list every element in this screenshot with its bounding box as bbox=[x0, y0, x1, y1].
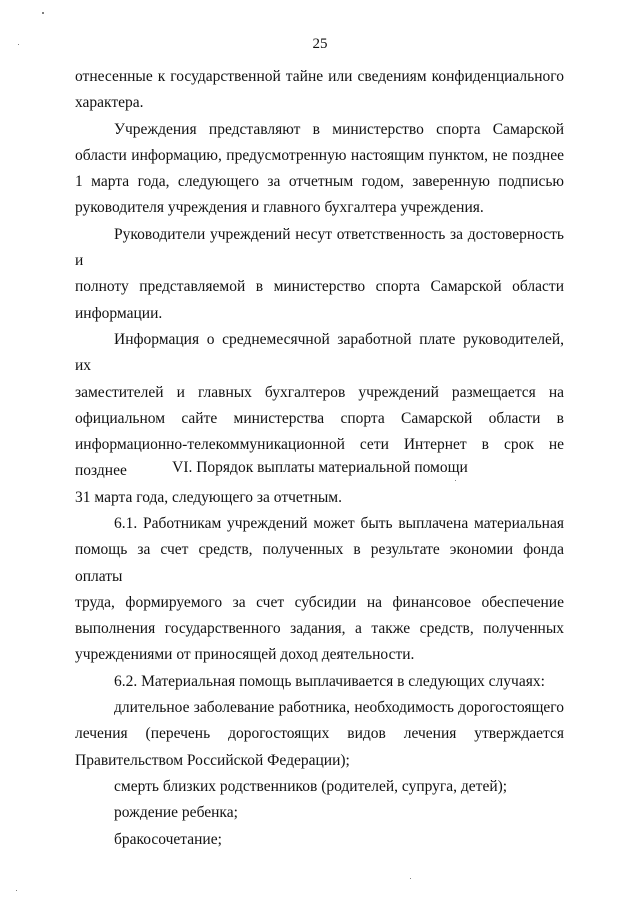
text-line: полноту представляемой в министерство спорта Самарской области bbox=[75, 278, 564, 296]
text-line: 6.2. Материальная помощь выплачивается в следующих случаях: bbox=[114, 672, 545, 690]
text-line: длительное заболевание работника, необходимость дорогостоящего bbox=[114, 699, 564, 717]
body-text-section-2 bbox=[75, 511, 564, 853]
text-line: помощь за счет средств, полученных в результате экономии фонда оплаты bbox=[75, 541, 564, 585]
text-line: информации. bbox=[75, 304, 163, 322]
text-line: Учреждения представляют в министерство спорта Самарской bbox=[114, 120, 564, 138]
text-line: 6.1. Работникам учреждений может быть выплачена материальная bbox=[114, 515, 564, 532]
text-line: труда, формируемого за счет субсидии на финансовое обеспечение bbox=[75, 593, 564, 611]
text-line: информационно-телекоммуникационной сети Интернет в срок не позднее bbox=[75, 436, 564, 480]
text-line: лечения (перечень дорогостоящих видов лечения утверждается bbox=[75, 725, 564, 743]
page-number: 25 bbox=[312, 36, 328, 52]
text-line: характера. bbox=[75, 94, 144, 112]
scan-speck bbox=[42, 12, 44, 14]
text-line: Правительством Российской Федерации); bbox=[75, 751, 350, 769]
text-line: Информация о среднемесячной заработной плате руководителей, их bbox=[75, 330, 564, 375]
text-line: бракосочетание; bbox=[114, 830, 222, 848]
text-line: отнесенные к государственной тайне или сведениям конфиденциального bbox=[75, 68, 564, 85]
text-line: выполнения государственного задания, а также средств, полученных bbox=[75, 620, 564, 638]
text-line: учреждениями от приносящей доход деятельности. bbox=[75, 646, 415, 664]
text-line: рождение ребенка; bbox=[114, 804, 238, 822]
text-line: 1 марта года, следующего за отчетным годом, заверенную подписью bbox=[75, 173, 564, 191]
scan-speck bbox=[16, 890, 17, 891]
text-line: области информацию, предусмотренную настоящим пунктом, не позднее bbox=[75, 146, 564, 164]
text-line: официальном сайте министерства спорта Самарской области в bbox=[75, 409, 564, 427]
text-line: заместителей и главных бухгалтеров учреждений размещается на bbox=[75, 383, 564, 401]
scan-speck bbox=[410, 878, 411, 879]
text-line: смерть близких родственников (родителей, супруга, детей); bbox=[114, 777, 508, 795]
body-text-section-1 bbox=[75, 64, 564, 511]
scan-speck bbox=[455, 480, 456, 481]
text-line: Руководители учреждений несут ответственность за достоверность и bbox=[75, 225, 564, 270]
text-line: 31 марта года, следующего за отчетным. bbox=[75, 488, 342, 506]
section-heading: VI. Порядок выплаты материальной помощи bbox=[172, 459, 468, 476]
text-line: руководителя учреждения и главного бухгалтера учреждения. bbox=[75, 199, 484, 217]
